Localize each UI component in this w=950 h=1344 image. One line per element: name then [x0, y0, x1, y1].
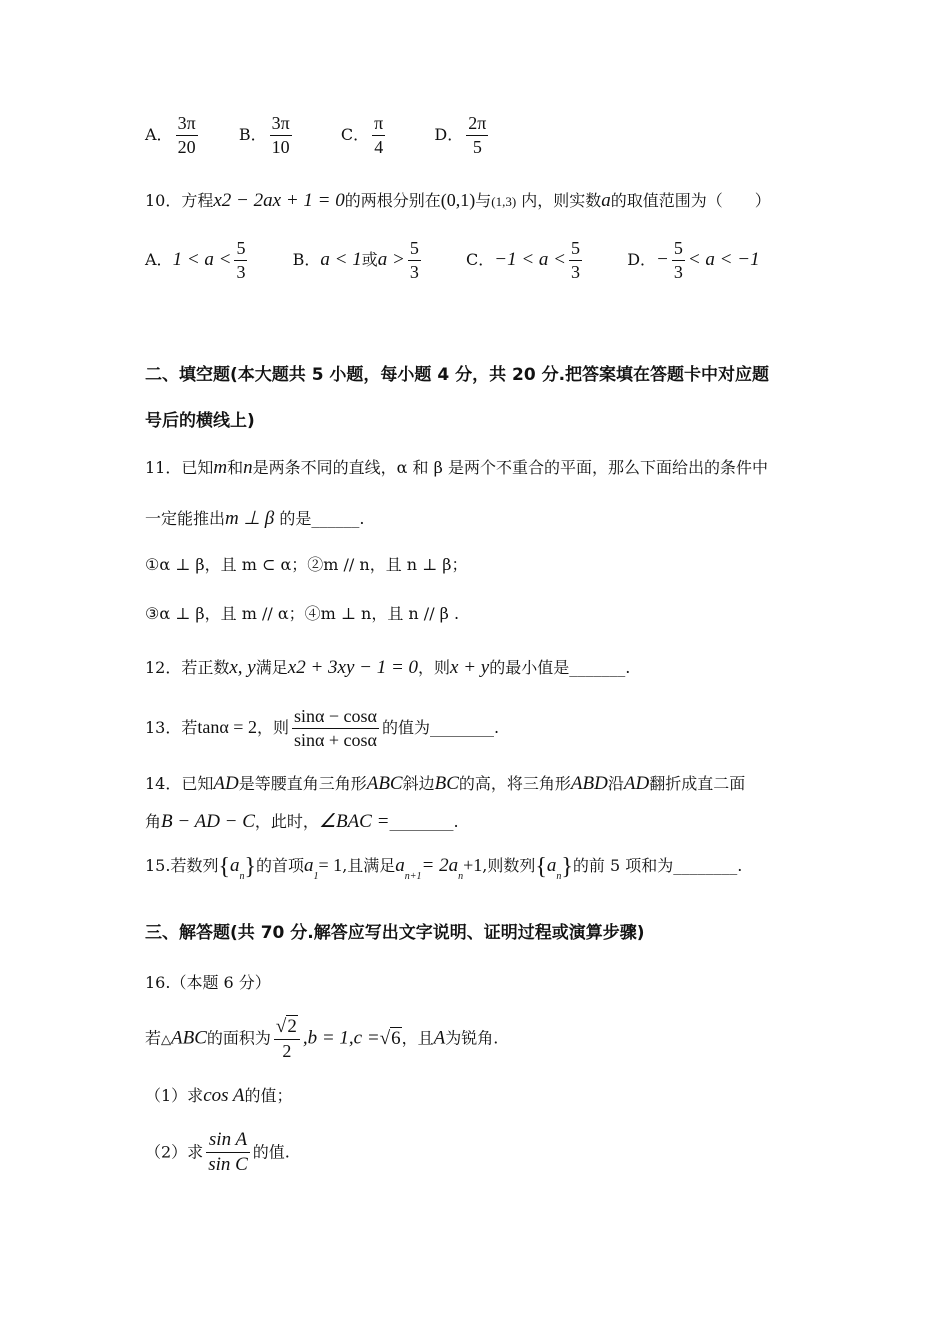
term: a [395, 855, 405, 876]
q10-option-a [145, 238, 250, 283]
condition: tanα = 2 [197, 717, 257, 738]
numerator: sinα − cosα [292, 706, 379, 729]
q9-option-b [239, 113, 295, 158]
variable: a [601, 190, 611, 211]
text: 翻折成直二面 [649, 774, 746, 793]
option-label: B． [292, 250, 321, 270]
q16-part2 [145, 1129, 290, 1177]
text: ,且满足 [342, 856, 396, 875]
text: 的首项 [256, 856, 305, 875]
expression: cos A [203, 1085, 245, 1106]
fraction [372, 113, 385, 158]
blank: ________. [389, 812, 459, 831]
text: 14．已知 [145, 774, 214, 793]
radicand: 2 [287, 1016, 297, 1037]
q16-head: 16.（本题 6 分） [145, 973, 271, 992]
text: ，则 [256, 718, 289, 738]
q13 [145, 706, 499, 751]
denominator: 4 [374, 136, 384, 157]
text: 13．若 [145, 718, 198, 738]
numerator: sin A [206, 1129, 250, 1153]
option-label: A． [145, 250, 173, 270]
q9-options [145, 113, 491, 158]
numerator: 5 [672, 238, 685, 261]
q11-conditions-1 [145, 557, 468, 573]
text: 的值； [244, 1086, 293, 1105]
text: 的高，将三角形 [458, 774, 571, 793]
expression: a < 1 [320, 249, 362, 271]
subscript: n+1 [404, 871, 422, 882]
text: 满足 [255, 658, 288, 677]
q14-line2 [145, 812, 459, 831]
triangle: ABD [570, 773, 608, 794]
text: 的值. [252, 1142, 290, 1162]
fraction [206, 1129, 250, 1177]
triangle: ABC [171, 1027, 207, 1049]
text: （2）求 [145, 1142, 204, 1162]
text: 是两条不同的直线，α 和 β 是两个不重合的平面，那么下面给出的条件中 [252, 458, 768, 477]
text: ，则 [418, 658, 451, 677]
text: ，此时， [254, 812, 319, 831]
recurrence: = 2a [421, 855, 459, 876]
triangle: ABC [366, 773, 403, 794]
triangle-icon: △ [161, 1032, 172, 1048]
text: 11．已知 [145, 458, 214, 477]
expression: 1 < a < [172, 249, 232, 271]
q11-conditions-2 [145, 606, 459, 622]
denominator: 3 [673, 261, 683, 282]
sqrt: √2 [275, 1016, 297, 1037]
conditions: ①α ⊥ β，且 m ⊂ α；②m // n，且 n ⊥ β； [145, 555, 468, 574]
variable: m [213, 457, 228, 478]
segment: AD [623, 773, 650, 794]
section-2-heading-line1: 二、填空题(本大题共 5 小题，每小题 4 分，共 20 分.把答案填在答题卡中对应题 [145, 365, 770, 385]
equation: x2 − 2ax + 1 = 0 [213, 190, 345, 211]
subscript: n [556, 871, 562, 882]
numerator: 5 [234, 238, 247, 261]
text: ,则数列 [482, 856, 536, 875]
fraction [466, 113, 488, 158]
blank: 的前 5 项和为________. [572, 856, 743, 875]
q10-stem [145, 191, 771, 210]
expression: < a < −1 [687, 249, 760, 271]
section-2-heading-line2: 号后的横线上) [145, 411, 255, 431]
text: 若 [145, 1028, 162, 1048]
fraction [672, 238, 685, 283]
numerator: 5 [408, 238, 421, 261]
conditions: ,b = 1,c = [302, 1027, 380, 1049]
text: 是等腰直角三角形 [238, 774, 367, 793]
q9-option-a [145, 113, 201, 158]
option-label: C． [466, 250, 495, 270]
angle: A [433, 1027, 446, 1049]
sequence: a [546, 855, 557, 876]
text: 或 [361, 250, 378, 270]
denominator: 3 [236, 261, 246, 282]
q11-line2 [145, 509, 364, 528]
q14-line1 [145, 774, 745, 793]
q11-line1 [145, 458, 768, 477]
text: 和 [227, 458, 244, 477]
q10-option-c [466, 238, 585, 283]
text: 内，则实数 [521, 191, 602, 210]
q16-stem [145, 1016, 498, 1062]
text: 与 [475, 191, 492, 210]
subscript: n [239, 871, 245, 882]
q10-options [145, 238, 760, 283]
expression: m ⊥ β [225, 508, 275, 529]
denominator: 3 [409, 261, 419, 282]
blank: 的最小值是_______. [489, 658, 631, 677]
text: 15.若数列 [145, 856, 219, 875]
sequence: a [229, 855, 240, 876]
option-label: A． [145, 125, 173, 145]
numerator: π [372, 113, 385, 136]
denominator: sinα + cosα [293, 729, 377, 750]
numerator [274, 1016, 300, 1040]
text: 为锐角. [445, 1028, 499, 1048]
numerator: 2π [466, 113, 488, 136]
q9-option-c [341, 113, 388, 158]
variable: n [243, 457, 253, 478]
subscript: n [458, 871, 464, 882]
text: 的面积为 [206, 1028, 271, 1048]
text: 沿 [607, 774, 624, 793]
numerator: 3π [176, 113, 198, 136]
option-label: B． [238, 125, 267, 145]
text: 的两根分别在 [344, 191, 441, 210]
variables: x, y [229, 657, 256, 678]
denominator: 2 [282, 1040, 292, 1061]
expression: x + y [450, 657, 490, 678]
expression: − [656, 249, 669, 271]
expression: −1 < a < [494, 249, 566, 271]
q15: 15.若数列$\{a_n\}$的首项$a_1= 1$,且满足$a_{n+1}= 2a_n+1$,则数列$\{a_n\}$的前 5 项和为________. [145, 854, 743, 882]
segment: AD [213, 773, 239, 794]
value: = 1 [318, 855, 343, 875]
numerator: 5 [569, 238, 582, 261]
text: ，且 [401, 1028, 434, 1048]
question-number: 10．方程 [145, 191, 214, 210]
denominator: 3 [571, 261, 580, 282]
text: 斜边 [402, 774, 435, 793]
denominator: 20 [177, 136, 196, 157]
fraction [176, 113, 198, 158]
blank: 的是______. [279, 509, 365, 528]
text: （1）求 [145, 1086, 204, 1105]
fraction [569, 238, 582, 283]
q12 [145, 658, 630, 677]
conditions: ③α ⊥ β，且 m // α；④m ⊥ n，且 n // β . [145, 604, 460, 623]
fraction [274, 1016, 300, 1062]
fraction [292, 706, 379, 751]
term: a [304, 855, 314, 876]
text: 角 [145, 812, 162, 831]
dihedral-angle: B − AD − C [161, 811, 255, 832]
fraction [234, 238, 247, 283]
denominator: 5 [472, 136, 482, 157]
fraction [408, 238, 421, 283]
equation: x2 + 3xy − 1 = 0 [287, 657, 419, 678]
option-label: C． [340, 125, 370, 145]
q9-option-d [434, 113, 491, 158]
angle: ∠BAC = [318, 811, 390, 832]
text: 的取值范围为（ ） [610, 191, 771, 210]
option-label: D． [627, 250, 657, 270]
numerator: 3π [270, 113, 292, 136]
value: +1 [463, 855, 483, 875]
text: 一定能推出 [145, 509, 226, 528]
text: 12．若正数 [145, 658, 230, 677]
q10-option-b [293, 238, 424, 283]
blank: 的值为________. [381, 718, 500, 738]
section-3-heading: 三、解答题(共 70 分.解答应写出文字说明、证明过程或演算步骤) [145, 923, 645, 943]
interval: (1,3) [491, 194, 517, 209]
q16-part1 [145, 1086, 293, 1105]
option-label: D． [434, 125, 464, 145]
denominator: sin C [208, 1153, 248, 1175]
segment: BC [434, 773, 459, 794]
expression: a > [377, 249, 405, 271]
subscript: 1 [313, 871, 319, 882]
q10-option-d [627, 238, 759, 283]
fraction [270, 113, 292, 158]
denominator: 10 [271, 136, 290, 157]
interval: (0,1) [440, 190, 476, 210]
radicand: 6 [391, 1027, 401, 1049]
sqrt: √6 [379, 1027, 401, 1049]
